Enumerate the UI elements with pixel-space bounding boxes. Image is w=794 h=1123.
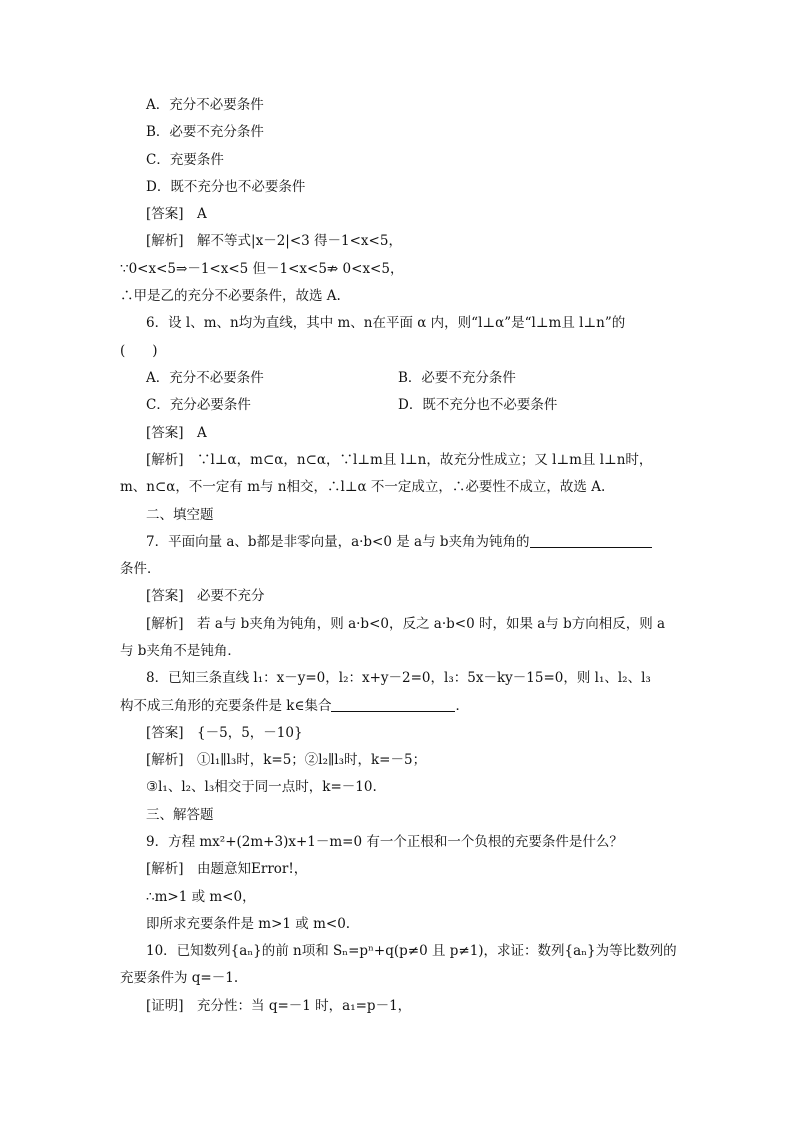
q9-analysis-line-3: 即所求充要条件是 m>1 或 m<0. bbox=[146, 916, 351, 932]
q8-stem-end: ． bbox=[455, 698, 469, 714]
q6-option-b: B．必要不充分条件 bbox=[398, 370, 516, 386]
q7-answer: [答案] 必要不充分 bbox=[146, 588, 265, 604]
q8-analysis-line-1: [解析] ①l₁∥l₃时，k=5；②l₂∥l₃时，k=－5； bbox=[146, 752, 427, 768]
q10-stem-line-1: 10．已知数列{aₙ}的前 n项和 Sₙ=pⁿ+q(p≠0 且 p≠1)，求证：数列{aₙ}为等比数列的 bbox=[146, 943, 677, 959]
q8-answer-blank bbox=[331, 697, 455, 712]
q5-answer: [答案] A bbox=[146, 206, 207, 222]
q9-analysis-line-2: ∴m>1 或 m<0， bbox=[146, 889, 256, 905]
q8-analysis-line-2: ③l₁、l₂、l₃相交于同一点时，k=－10. bbox=[146, 779, 377, 795]
q8-stem-line-2 bbox=[120, 696, 680, 716]
q9-analysis-line-1: [解析] 由题意知Error!， bbox=[146, 861, 308, 877]
q7-answer-blank bbox=[530, 533, 652, 548]
q7-stem-line-1 bbox=[146, 532, 706, 552]
section-heading-fill-in: 二、填空题 bbox=[146, 507, 214, 523]
q5-analysis-line-2: ∵0<x<5⇒－1<x<5 但－1<x<5⇏ 0<x<5， bbox=[120, 261, 404, 277]
q10-proof-line-1: [证明] 充分性：当 q=－1 时，a₁=p－1， bbox=[146, 998, 412, 1014]
q7-stem-text: 7．平面向量 a、b都是非零向量，a·b<0 是 a与 b夹角为钝角的 bbox=[146, 534, 530, 550]
q7-stem-line-2: 条件． bbox=[120, 561, 161, 577]
q9-stem: 9．方程 mx²+(2m+3)x+1－m=0 有一个正根和一个负根的充要条件是什么？ bbox=[146, 834, 623, 850]
q5-option-d: D．既不充分也不必要条件 bbox=[146, 179, 306, 195]
q5-option-b: B．必要不充分条件 bbox=[146, 124, 264, 140]
q7-analysis-line-1: [解析] 若 a与 b夹角为钝角，则 a·b<0，反之 a·b<0 时，如果 a与 b方向相反，则 a bbox=[146, 616, 666, 632]
q5-option-a: A．充分不必要条件 bbox=[146, 97, 264, 113]
q6-option-d: D．既不充分也不必要条件 bbox=[398, 397, 558, 413]
q5-analysis-line-1: [解析] 解不等式|x－2|<3 得－1<x<5， bbox=[146, 233, 402, 249]
q6-option-a: A．充分不必要条件 bbox=[146, 370, 264, 386]
section-heading-solve: 三、解答题 bbox=[146, 807, 214, 823]
q8-stem-text: 构不成三角形的充要条件是 k∈集合 bbox=[120, 698, 332, 714]
q6-analysis-line-2: m、n⊂α，不一定有 m与 n相交，∴l⊥α 不一定成立，∴必要性不成立，故选 A. bbox=[120, 479, 606, 495]
q6-answer: [答案] A bbox=[146, 425, 207, 441]
q5-analysis-line-3: ∴甲是乙的充分不必要条件，故选 A. bbox=[120, 288, 341, 304]
q8-stem-line-1: 8．已知三条直线 l₁：x－y=0，l₂：x+y－2=0，l₃：5x－ky－15=0，则 l₁、l₂、l₃ bbox=[146, 670, 651, 686]
q6-stem-line-2: ( ) bbox=[120, 343, 158, 359]
q6-analysis-line-1: [解析] ∵l⊥α，m⊂α，n⊂α，∵l⊥m且 l⊥n，故充分性成立；又 l⊥m且 l⊥n时， bbox=[146, 452, 653, 468]
q6-stem-line-1: 6．设 l、m、n均为直线，其中 m、n在平面 α 内，则“l⊥α”是“l⊥m且 l⊥n”的 bbox=[146, 315, 626, 331]
q8-answer: [答案] {－5，5，－10} bbox=[146, 725, 303, 741]
q7-analysis-line-2: 与 b夹角不是钝角． bbox=[120, 643, 241, 659]
q5-option-c: C．充要条件 bbox=[146, 152, 224, 168]
q10-stem-line-2: 充要条件为 q=－1. bbox=[120, 970, 239, 986]
q6-option-c: C．充分必要条件 bbox=[146, 397, 251, 413]
